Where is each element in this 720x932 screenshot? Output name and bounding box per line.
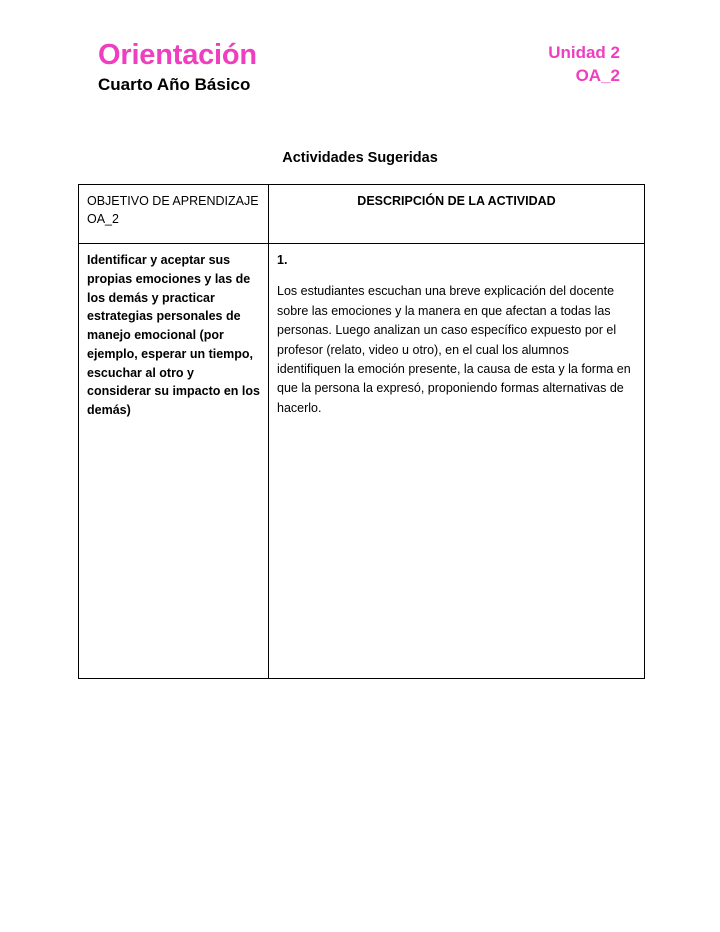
objective-cell: Identificar y aceptar sus propias emociones y las de los demás y practicar estrategias personales de manejo emocional (por ejemplo, esperar un tiempo, escuchar al otro y considerar su impacto en los demás) <box>79 244 269 679</box>
activities-table-wrapper <box>78 184 644 679</box>
activities-table <box>78 184 645 679</box>
description-cell <box>269 244 645 679</box>
column-header-description: DESCRIPCIÓN DE LA ACTIVIDAD <box>269 185 645 244</box>
oa-label: OA_2 <box>575 65 620 85</box>
page-subtitle: Cuarto Año Básico <box>98 74 251 94</box>
activity-number: 1. <box>277 253 288 267</box>
header-left-block <box>98 40 257 95</box>
unit-label: Unidad 2 <box>548 43 620 62</box>
column-header-objective: OBJETIVO DE APRENDIZAJE OA_2 <box>79 185 269 244</box>
table-row <box>79 244 645 679</box>
header-right-block <box>548 42 620 88</box>
table-header-row <box>79 185 645 244</box>
activity-description: Los estudiantes escuchan una breve explicación del docente sobre las emociones y la manera en que afectan a todas las personas. Luego analizan un caso específico expuesto por el profesor (relato, video u otro), en el cual los alumnos identifiquen la emoción presente, la causa de esta y la forma en que la persona la expresó, proponiendo formas alternativas de hacerlo. <box>277 284 631 415</box>
page-title: Orientación <box>98 39 257 71</box>
document-header <box>78 40 642 110</box>
section-title: Actividades Sugeridas <box>282 150 438 166</box>
